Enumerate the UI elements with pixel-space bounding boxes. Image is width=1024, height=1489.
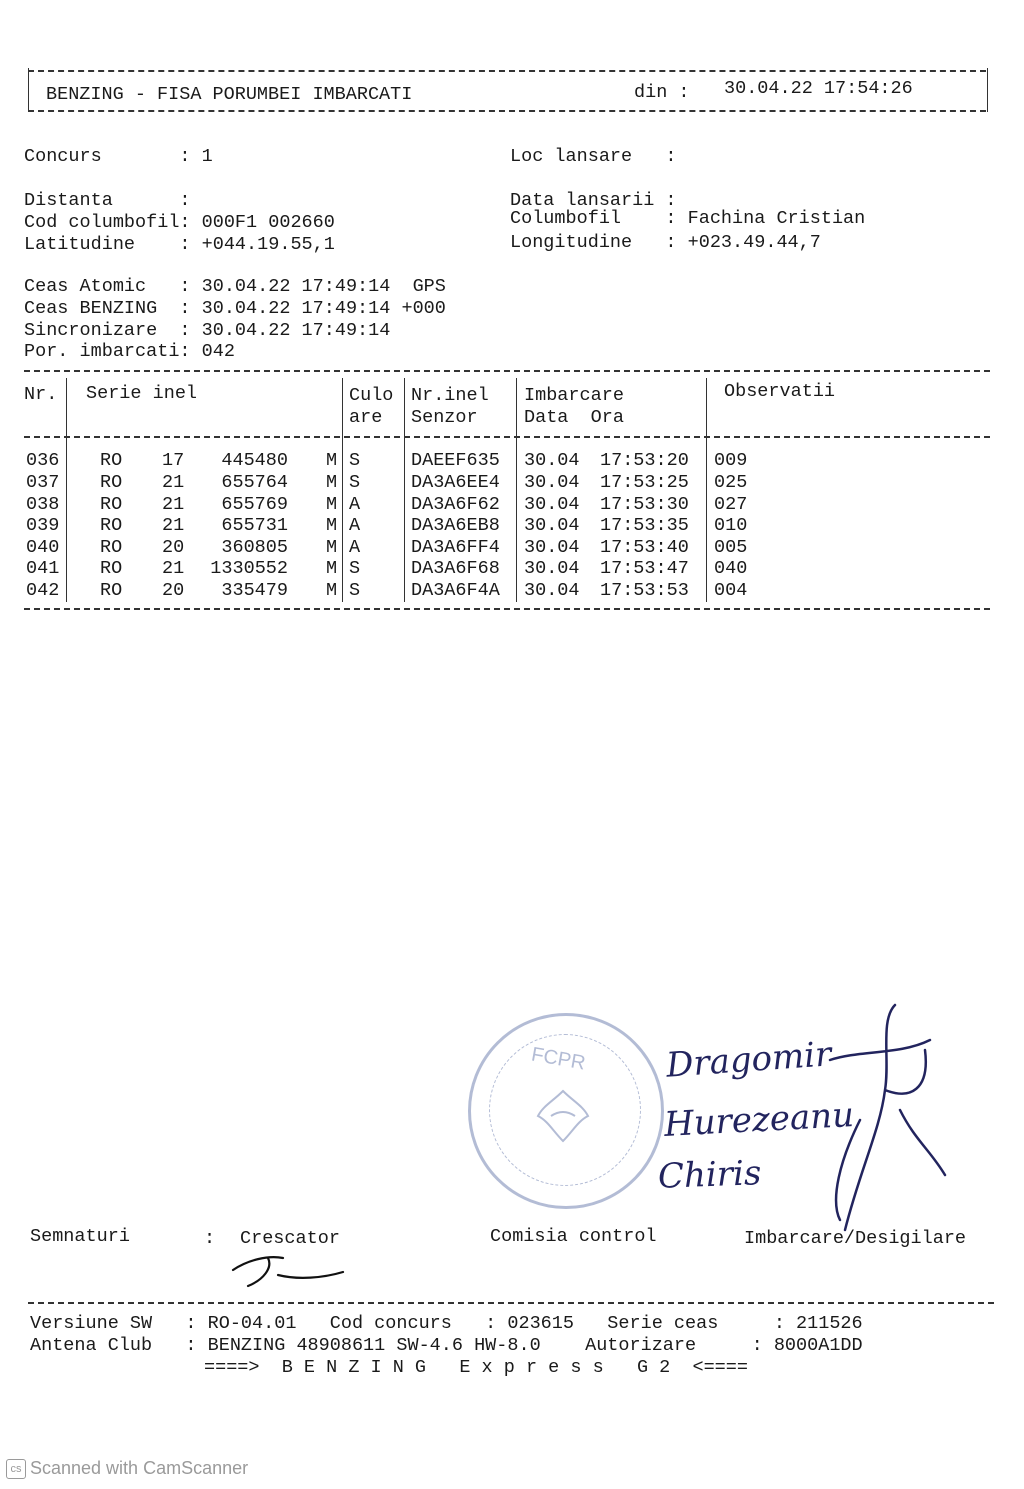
columbofil-field: Columbofil : Fachina Cristian bbox=[510, 208, 866, 229]
cell-culoare: S bbox=[349, 472, 361, 493]
cell-nr: 036 bbox=[26, 450, 60, 471]
cell-observatii: 005 bbox=[714, 537, 748, 558]
cell-ora: 17:53:20 bbox=[600, 450, 689, 471]
ceas-atomic-field: Ceas Atomic : 30.04.22 17:49:14 GPS bbox=[24, 276, 446, 297]
signature-scribble bbox=[800, 1000, 960, 1240]
imbarcare-desigilare-label: Imbarcare/Desigilare bbox=[744, 1228, 967, 1249]
header-observatii: Observatii bbox=[724, 381, 836, 402]
cell-culoare: S bbox=[349, 450, 361, 471]
cell-sex: M bbox=[326, 450, 338, 471]
data-lansarii-field: Data lansarii : bbox=[510, 190, 677, 211]
cell-sex: M bbox=[326, 472, 338, 493]
col-sep-serie bbox=[342, 378, 343, 602]
latitudine-field: Latitudine : +044.19.55,1 bbox=[24, 234, 335, 255]
cell-ora: 17:53:40 bbox=[600, 537, 689, 558]
concurs-field: Concurs : 1 bbox=[24, 146, 213, 167]
cell-tara: RO bbox=[100, 558, 123, 579]
date-label: din : bbox=[634, 82, 690, 103]
cell-senzor: DA3A6F62 bbox=[411, 494, 500, 515]
cell-nr: 039 bbox=[26, 515, 60, 536]
header-culoare-2: are bbox=[349, 407, 383, 428]
cell-senzor: DA3A6EB8 bbox=[411, 515, 500, 536]
cell-ora: 17:53:35 bbox=[600, 515, 689, 536]
table-top-rule bbox=[24, 370, 990, 372]
header-imbarcare-2: Data Ora bbox=[524, 407, 624, 428]
cell-data: 30.04 bbox=[524, 494, 580, 515]
cell-observatii: 040 bbox=[714, 558, 748, 579]
header-nr: Nr. bbox=[24, 384, 58, 405]
loc-lansare-field: Loc lansare : bbox=[510, 146, 677, 167]
header-nrinel-2: Senzor bbox=[411, 407, 478, 428]
camscanner-text: Scanned with CamScanner bbox=[30, 1458, 249, 1478]
cell-serie: 1330552 bbox=[210, 558, 288, 579]
comisia-control-label: Comisia control bbox=[490, 1226, 657, 1247]
crescator-label: Crescator bbox=[240, 1228, 340, 1249]
antena-line: Antena Club : BENZING 48908611 SW-4.6 HW-8.0 Autorizare : 8000A1DD bbox=[30, 1335, 863, 1356]
cell-senzor: DA3A6F68 bbox=[411, 558, 500, 579]
ceas-benzing-field: Ceas BENZING : 30.04.22 17:49:14 +000 bbox=[24, 298, 446, 319]
cell-data: 30.04 bbox=[524, 450, 580, 471]
cell-serie: 655731 bbox=[221, 515, 288, 536]
cell-senzor: DA3A6F4A bbox=[411, 580, 500, 601]
cell-senzor: DAEEF635 bbox=[411, 450, 500, 471]
versiune-line: Versiune SW : RO-04.01 Cod concurs : 023615 Serie ceas : 211526 bbox=[30, 1313, 863, 1334]
cell-ora: 17:53:30 bbox=[600, 494, 689, 515]
stamp-text: FCPR bbox=[529, 1043, 588, 1075]
cell-tara: RO bbox=[100, 472, 123, 493]
official-stamp bbox=[468, 1013, 664, 1209]
distanta-field: Distanta : bbox=[24, 190, 191, 211]
cell-observatii: 010 bbox=[714, 515, 748, 536]
benzing-express-line: ====> B E N Z I N G E x p r e s s G 2 <==== bbox=[204, 1357, 748, 1378]
cell-data: 30.04 bbox=[524, 472, 580, 493]
cell-an: 20 bbox=[162, 580, 185, 601]
cell-sex: M bbox=[326, 580, 338, 601]
cell-tara: RO bbox=[100, 494, 123, 515]
cell-observatii: 009 bbox=[714, 450, 748, 471]
cell-ora: 17:53:25 bbox=[600, 472, 689, 493]
header-culoare-1: Culo bbox=[349, 385, 394, 406]
header-imbarcare-1: Imbarcare bbox=[524, 385, 624, 406]
handwritten-name-3: Chiris bbox=[657, 1153, 763, 1197]
cell-nr: 042 bbox=[26, 580, 60, 601]
cell-senzor: DA3A6EE4 bbox=[411, 472, 500, 493]
handwritten-name-2: Hurezeanu bbox=[663, 1095, 855, 1145]
print-datetime: 30.04.22 17:54:26 bbox=[724, 78, 913, 99]
camscanner-watermark bbox=[6, 1458, 248, 1479]
por-imbarcati-field: Por. imbarcati: 042 bbox=[24, 341, 235, 362]
cell-culoare: A bbox=[349, 494, 361, 515]
cell-an: 20 bbox=[162, 537, 185, 558]
camscanner-logo-icon: cs bbox=[6, 1459, 26, 1479]
table-bottom-rule bbox=[24, 608, 990, 610]
cell-tara: RO bbox=[100, 515, 123, 536]
crescator-signature bbox=[228, 1250, 348, 1290]
cell-serie: 360805 bbox=[221, 537, 288, 558]
cell-serie: 445480 bbox=[221, 450, 288, 471]
cell-serie: 655769 bbox=[221, 494, 288, 515]
cell-culoare: A bbox=[349, 515, 361, 536]
cell-tara: RO bbox=[100, 537, 123, 558]
col-sep-nr bbox=[66, 378, 67, 602]
cell-culoare: S bbox=[349, 558, 361, 579]
cell-an: 21 bbox=[162, 472, 185, 493]
cell-nr: 037 bbox=[26, 472, 60, 493]
cell-observatii: 027 bbox=[714, 494, 748, 515]
cell-tara: RO bbox=[100, 580, 123, 601]
cell-observatii: 004 bbox=[714, 580, 748, 601]
cod-columbofil-field: Cod columbofil: 000F1 002660 bbox=[24, 212, 335, 233]
cell-an: 21 bbox=[162, 515, 185, 536]
cell-data: 30.04 bbox=[524, 580, 580, 601]
semnaturi-label: Semnaturi bbox=[30, 1226, 130, 1247]
stamp-emblem-icon bbox=[533, 1086, 593, 1146]
cell-senzor: DA3A6FF4 bbox=[411, 537, 500, 558]
cell-nr: 040 bbox=[26, 537, 60, 558]
cell-nr: 038 bbox=[26, 494, 60, 515]
cell-sex: M bbox=[326, 515, 338, 536]
cell-data: 30.04 bbox=[524, 558, 580, 579]
cell-data: 30.04 bbox=[524, 537, 580, 558]
table-header-rule bbox=[24, 436, 990, 438]
header-nrinel-1: Nr.inel bbox=[411, 385, 489, 406]
col-sep-imbarcare bbox=[706, 378, 707, 602]
cell-nr: 041 bbox=[26, 558, 60, 579]
cell-sex: M bbox=[326, 537, 338, 558]
cell-culoare: S bbox=[349, 580, 361, 601]
cell-data: 30.04 bbox=[524, 515, 580, 536]
document-title: BENZING - FISA PORUMBEI IMBARCATI bbox=[46, 84, 413, 105]
cell-ora: 17:53:47 bbox=[600, 558, 689, 579]
cell-sex: M bbox=[326, 494, 338, 515]
semnaturi-colon: : bbox=[204, 1228, 216, 1249]
cell-ora: 17:53:53 bbox=[600, 580, 689, 601]
col-sep-senzor bbox=[516, 378, 517, 602]
cell-tara: RO bbox=[100, 450, 123, 471]
longitudine-field: Longitudine : +023.49.44,7 bbox=[510, 232, 821, 253]
footer-rule bbox=[28, 1302, 994, 1304]
title-bottom-rule bbox=[28, 110, 986, 112]
sincronizare-field: Sincronizare : 30.04.22 17:49:14 bbox=[24, 320, 391, 341]
cell-an: 21 bbox=[162, 494, 185, 515]
cell-culoare: A bbox=[349, 537, 361, 558]
cell-observatii: 025 bbox=[714, 472, 748, 493]
cell-an: 21 bbox=[162, 558, 185, 579]
cell-serie: 655764 bbox=[221, 472, 288, 493]
cell-sex: M bbox=[326, 558, 338, 579]
cell-serie: 335479 bbox=[221, 580, 288, 601]
col-sep-culoare bbox=[404, 378, 405, 602]
header-serie-inel: Serie inel bbox=[86, 383, 198, 404]
handwritten-name-1: Dragomir bbox=[664, 1034, 833, 1086]
cell-an: 17 bbox=[162, 450, 185, 471]
